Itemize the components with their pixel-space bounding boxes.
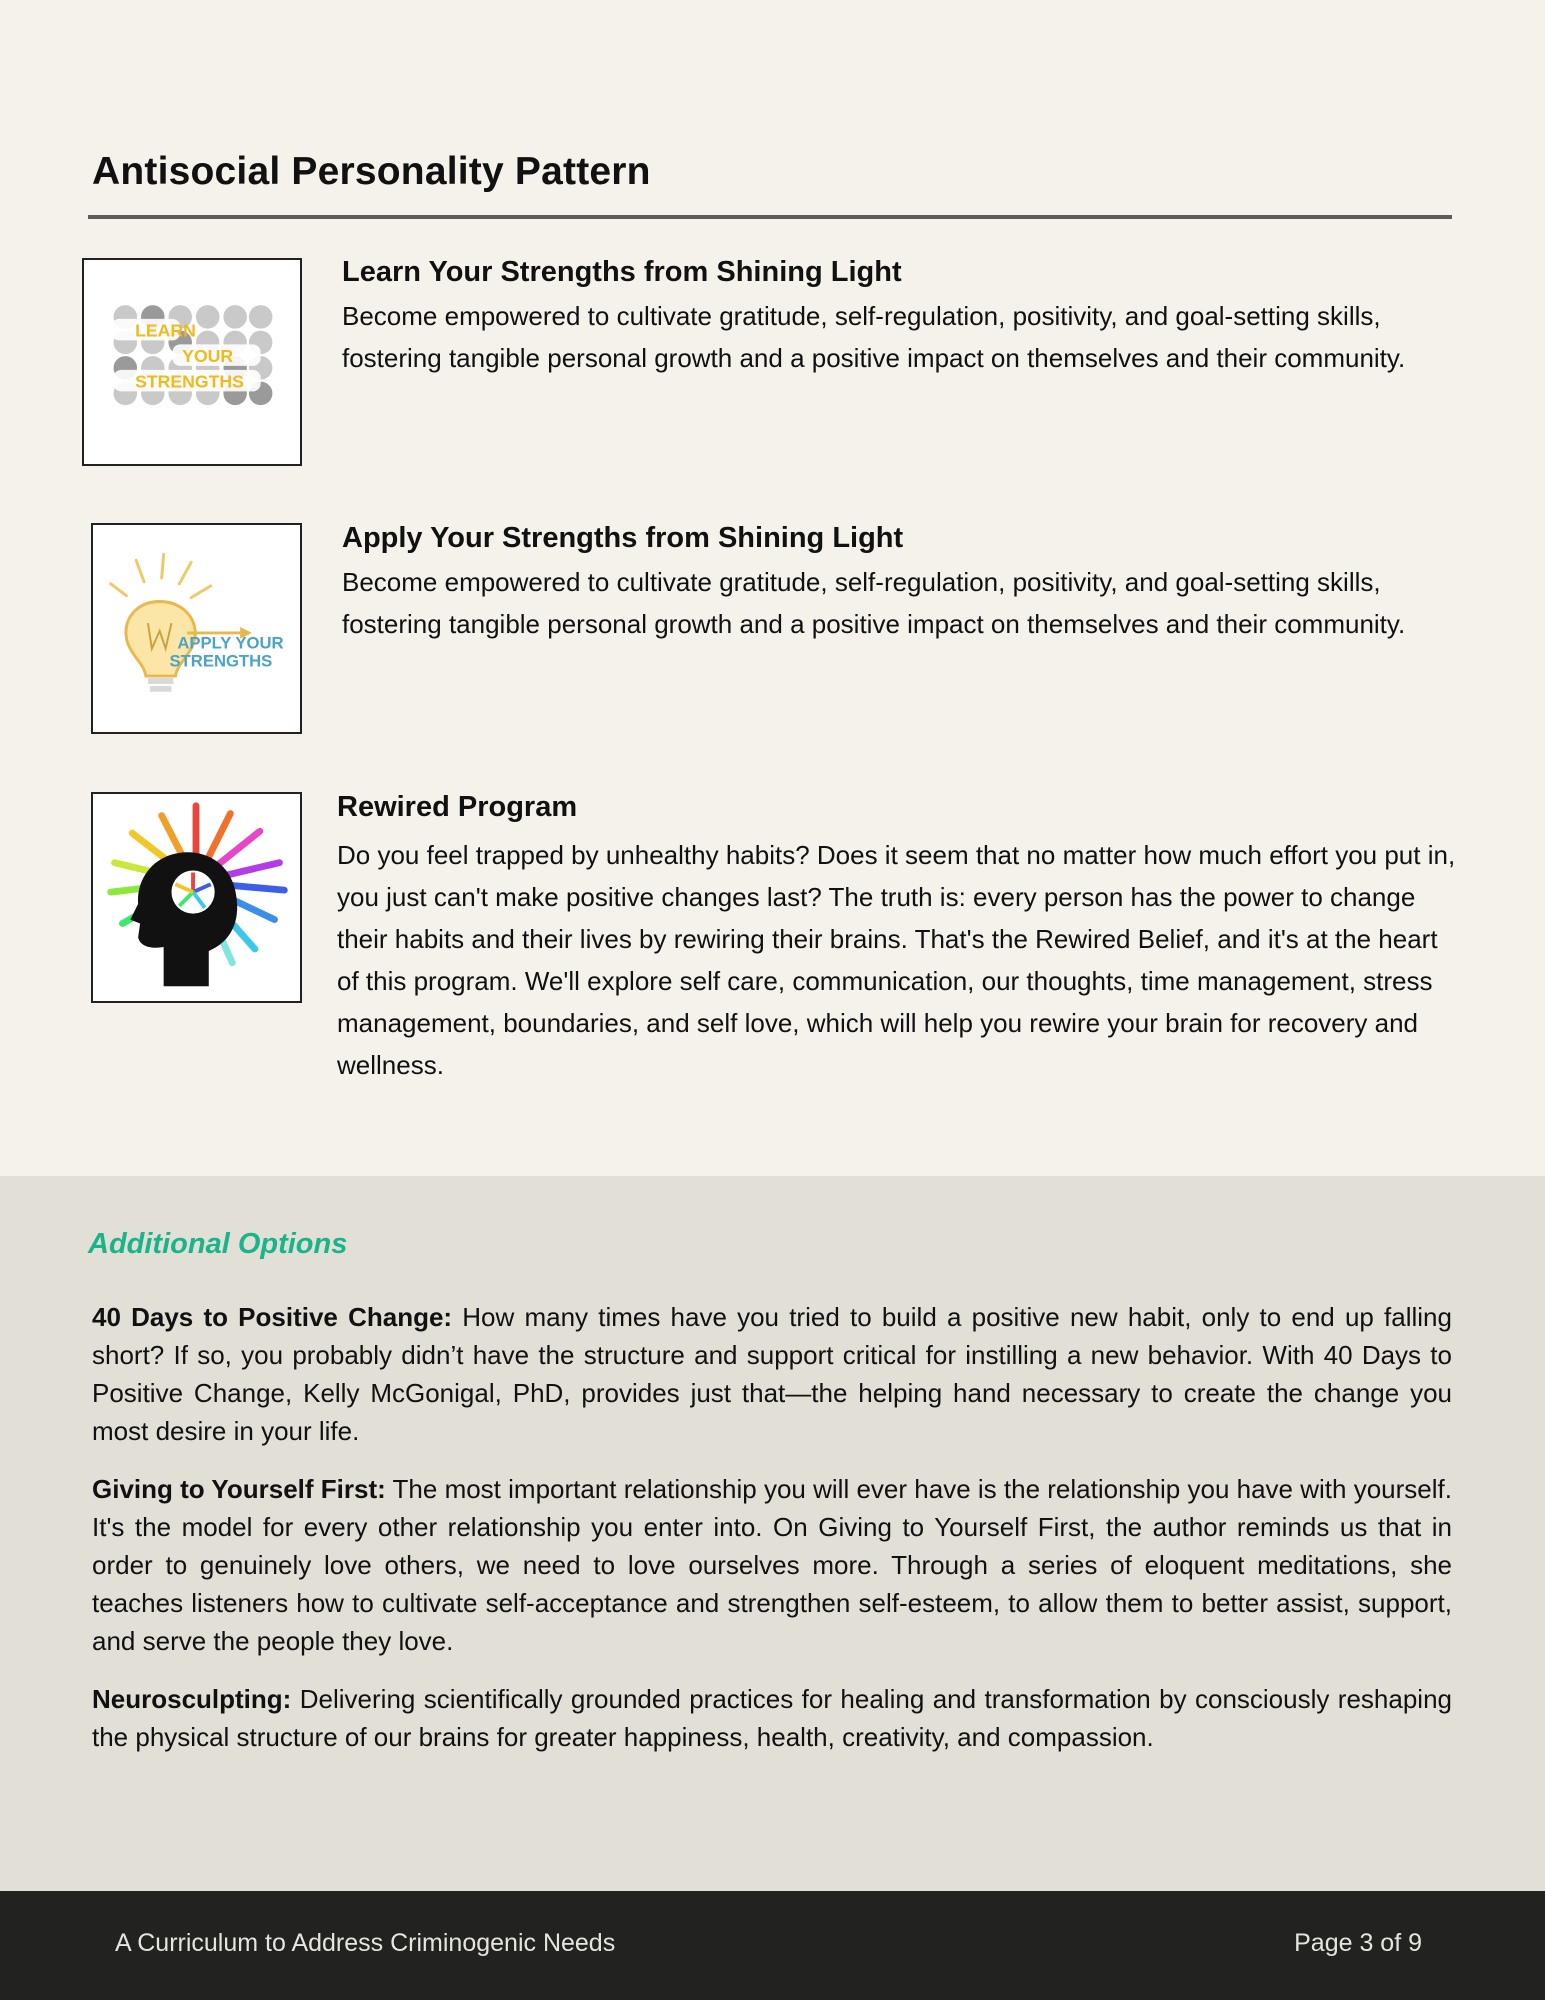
rewired-program-image — [91, 792, 302, 1003]
option-40-days — [92, 1298, 1452, 1450]
page-title: Antisocial Personality Pattern — [92, 150, 651, 193]
title-divider — [88, 215, 1452, 219]
apply-your-strengths-logo — [91, 523, 302, 734]
option-text: The most important relationship you will ever have is the relationship you have with yourself. It's the model for every other relationship you enter into. On Giving to Yourself First, the author reminds us that in order to genuinely love others, we need to love ourselves more. Through a series of eloquent meditations, she teaches listeners how to cultivate self-acceptance and strengthen self-esteem, to allow them to better assist, support, and serve the people they love. — [92, 1474, 1452, 1656]
learn-your-strengths-graphic — [84, 260, 300, 464]
head-with-rainbow-arrows-icon — [93, 794, 300, 1001]
lightbulb-graphic — [93, 525, 300, 732]
program-title: Apply Your Strengths from Shining Light — [342, 522, 904, 554]
option-neurosculpting — [92, 1680, 1452, 1756]
option-giving-to-yourself — [92, 1470, 1452, 1660]
logo-text-apply-your: APPLY YOUR — [177, 633, 284, 653]
page-number: Page 3 of 9 — [1294, 1929, 1422, 1957]
learn-your-strengths-logo — [82, 258, 302, 466]
option-text: How many times have you tried to build a positive new habit, only to end up falling short? If so, you probably didn’t have the structure and support critical for instilling a new behavior. With 40 Days to Positive Change, Kelly McGonigal, PhD, provides just that—the helping hand necessary to create the change you most desire in your life. — [92, 1302, 1452, 1446]
logo-text-strengths: STRENGTHS — [135, 371, 244, 392]
page-footer — [0, 1891, 1545, 2000]
additional-options-heading: Additional Options — [88, 1228, 348, 1260]
option-label: Giving to Yourself First: — [92, 1474, 386, 1504]
option-label: Neurosculpting: — [92, 1684, 292, 1714]
program-apply-strengths — [342, 522, 1462, 645]
logo-text-strengths: STRENGTHS — [169, 651, 273, 671]
program-title: Rewired Program — [337, 791, 578, 823]
program-rewired — [337, 791, 1457, 1086]
additional-options-section — [0, 1176, 1545, 1891]
option-label: 40 Days to Positive Change: — [92, 1302, 453, 1332]
program-description: Become empowered to cultivate gratitude, self-regulation, positivity, and goal-setting skills, fostering tangible personal growth and a positive impact on themselves and their community. — [342, 567, 1406, 639]
option-text: Delivering scientifically grounded practices for healing and transformation by consciously reshaping the physical structure of our brains for greater happiness, health, creativity, and compassion. — [92, 1684, 1452, 1752]
program-description: Do you feel trapped by unhealthy habits? Does it seem that no matter how much effort you put in, you just can't make positive changes last? The truth is: every person has the power to change their habits and their lives by rewiring their brains. That's the Rewired Belief, and it's at the heart of this program. We'll explore self care, communication, our thoughts, time management, stress management, boundaries, and self love, which will help you rewire your brain for recovery and wellness. — [337, 840, 1456, 1080]
program-learn-strengths — [342, 256, 1462, 379]
program-title: Learn Your Strengths from Shining Light — [342, 256, 902, 288]
program-description: Become empowered to cultivate gratitude, self-regulation, positivity, and goal-setting skills, fostering tangible personal growth and a positive impact on themselves and their community. — [342, 301, 1406, 373]
footer-curriculum-title: A Curriculum to Address Criminogenic Needs — [115, 1929, 616, 1957]
logo-text-your: YOUR — [182, 346, 234, 366]
logo-text-learn: LEARN — [135, 320, 196, 341]
